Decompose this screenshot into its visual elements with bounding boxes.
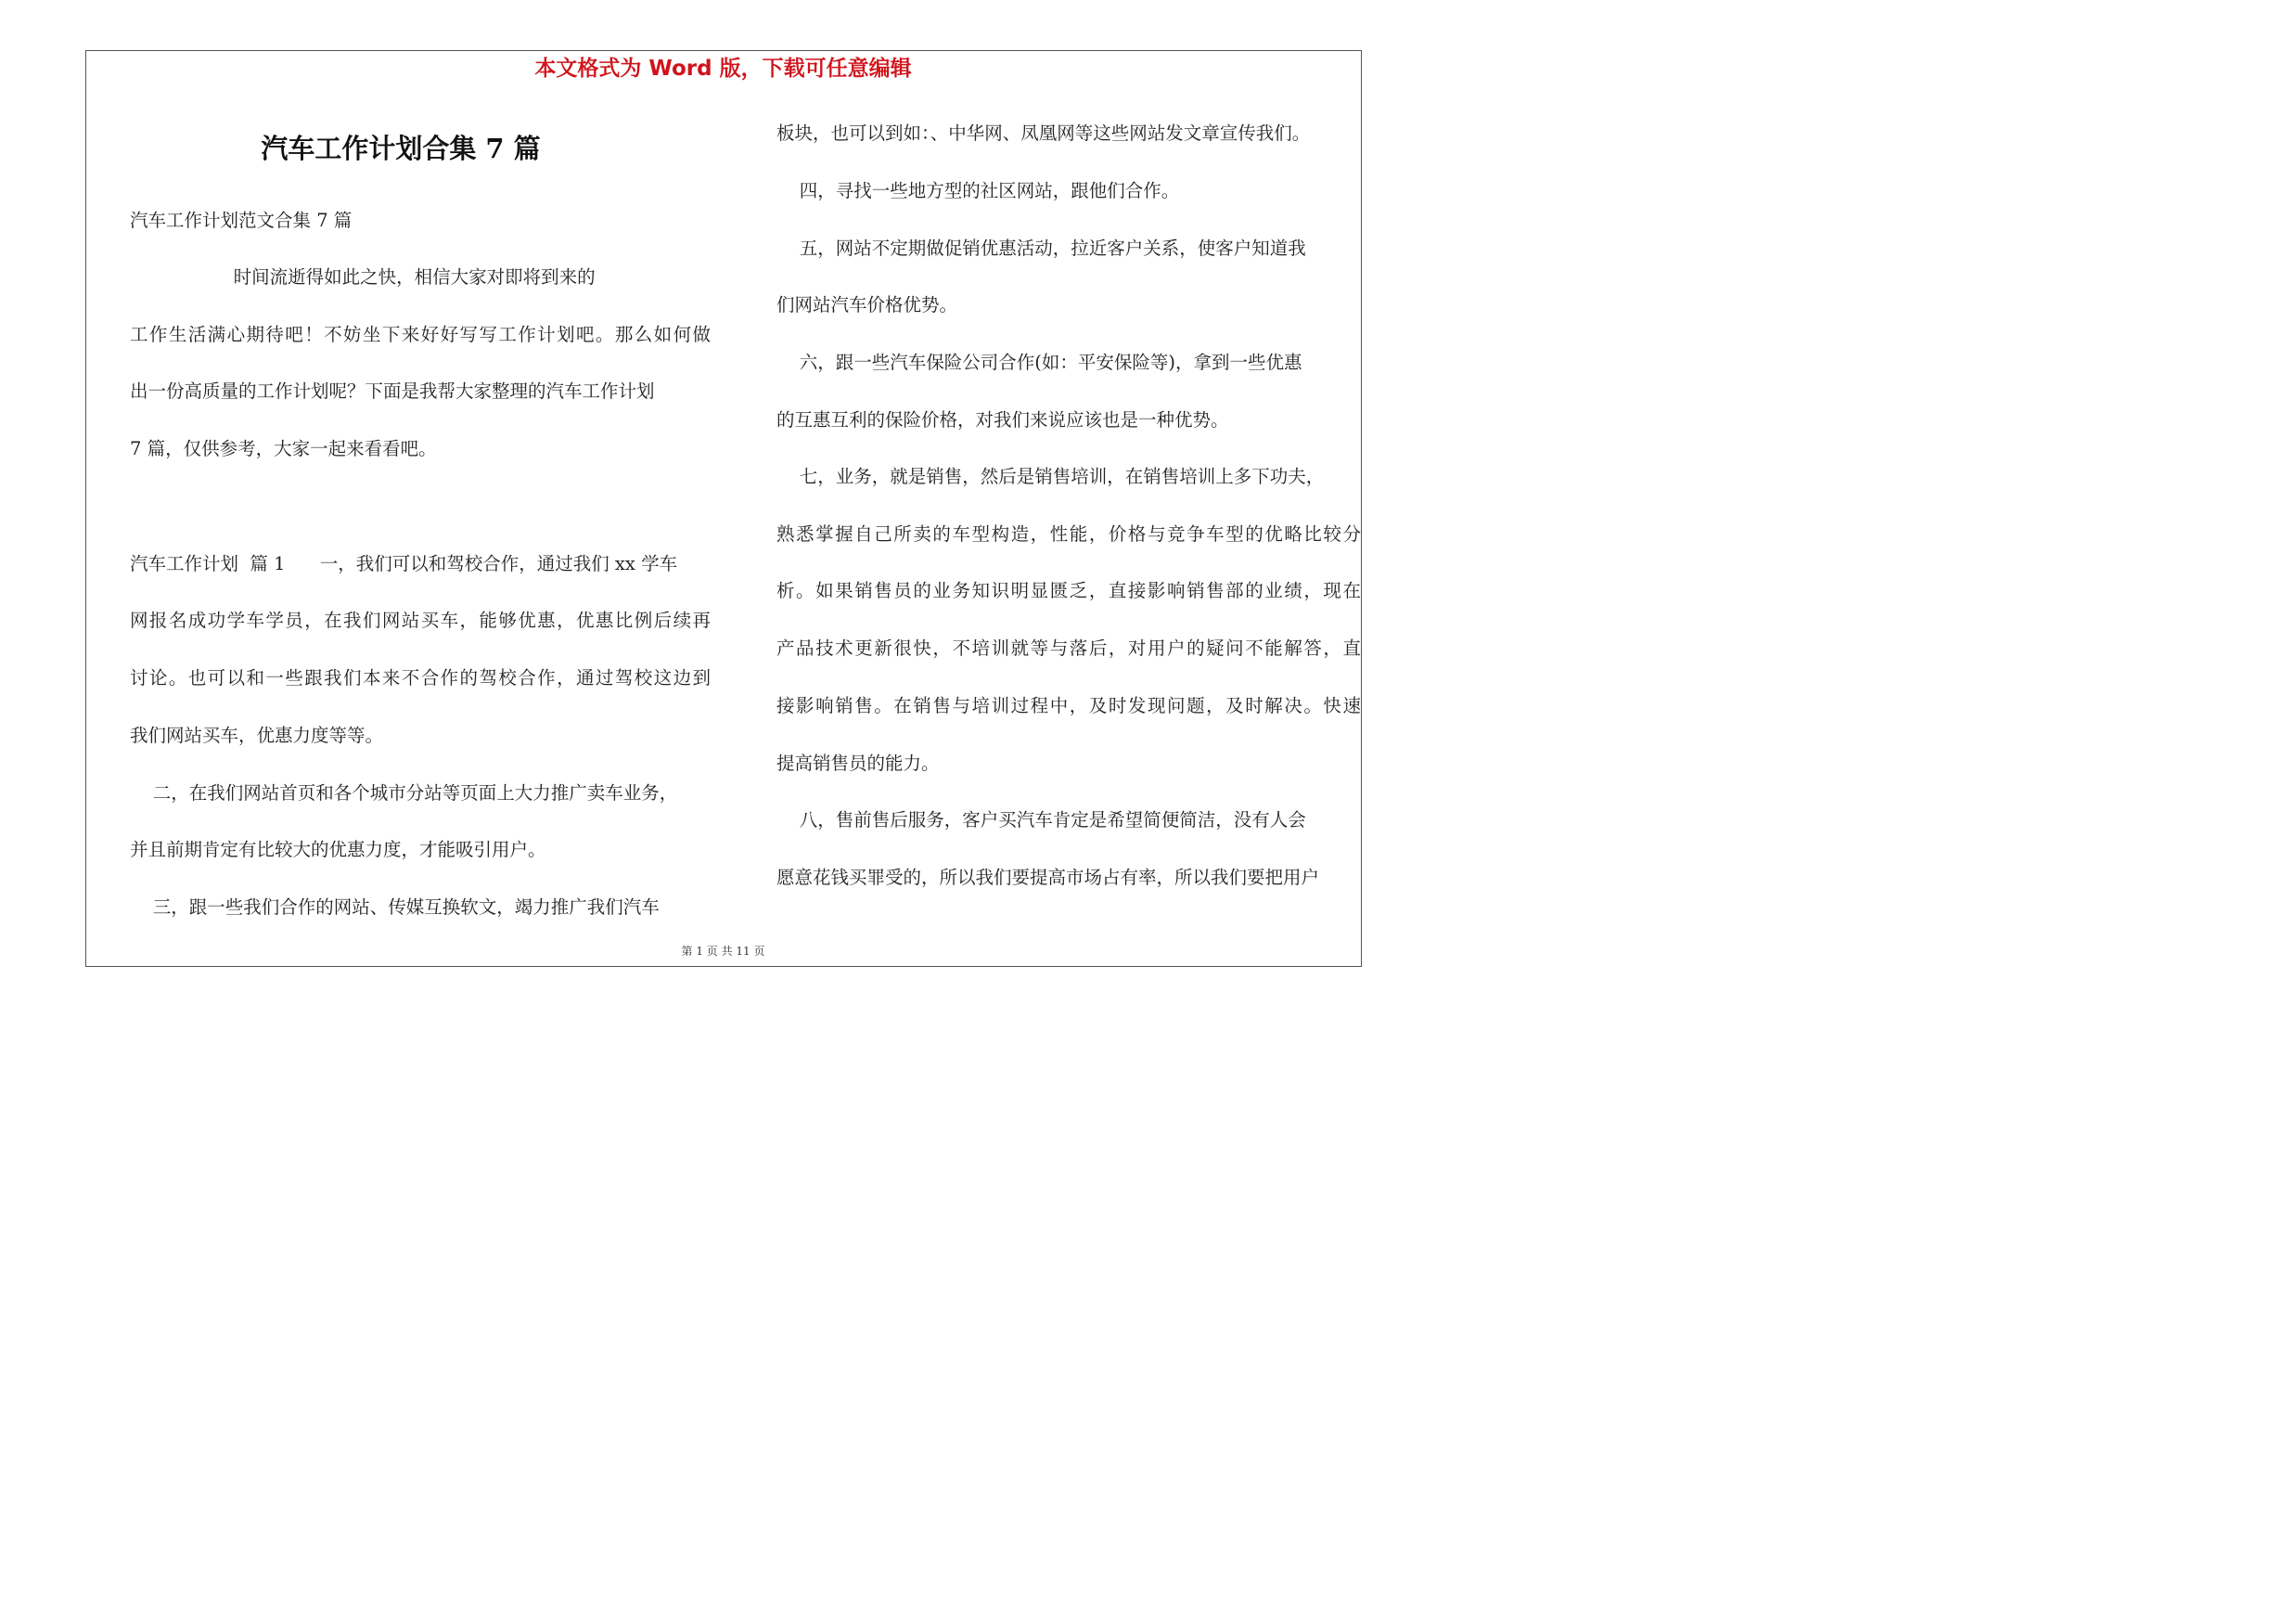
- text-line: 网报名成功学车学员，在我们网站买车，能够优惠，优惠比例后续再: [130, 610, 711, 631]
- text-line: 熟悉掌握自己所卖的车型构造，性能，价格与竞争车型的优略比较分: [776, 523, 1361, 545]
- text-line: 工作生活满心期待吧！不妨坐下来好好写写工作计划吧。那么如何做: [130, 324, 711, 345]
- text-line: 时间流逝得如此之快，相信大家对即将到来的: [130, 266, 596, 288]
- page-number: 第 1 页 共 11 页: [681, 945, 765, 958]
- text-line: 三，跟一些我们合作的网站、传媒互换软文，竭力推广我们汽车: [130, 896, 660, 918]
- text-line: 愿意花钱买罪受的，所以我们要提高市场占有率，所以我们要把用户: [776, 867, 1320, 888]
- text-line: 接影响销售。在销售与培训过程中，及时发现问题，及时解决。快速: [776, 695, 1361, 716]
- text-line: 并且前期肯定有比较大的优惠力度，才能吸引用户。: [130, 839, 546, 860]
- text-line: 汽车工作计划范文合集 7 篇: [130, 210, 353, 231]
- text-line: 7 篇，仅供参考，大家一起来看看吧。: [130, 438, 437, 459]
- text-line: 析。如果销售员的业务知识明显匮乏，直接影响销售部的业绩，现在: [776, 580, 1361, 601]
- text-line: 板块，也可以到如：、中华网、凤凰网等这些网站发文章宣传我们。: [776, 122, 1311, 144]
- text-line: 八，售前售后服务，客户买汽车肯定是希望简便简洁，没有人会: [776, 809, 1306, 831]
- text-line: 讨论。也可以和一些跟我们本来不合作的驾校合作，通过驾校这边到: [130, 667, 711, 689]
- text-line: 出一份高质量的工作计划呢？下面是我帮大家整理的汽车工作计划: [130, 380, 655, 402]
- text-line: 二，在我们网站首页和各个城市分站等页面上大力推广卖车业务，: [130, 782, 678, 804]
- text-line: 四，寻找一些地方型的社区网站，跟他们合作。: [776, 180, 1180, 201]
- text-line: 五，网站不定期做促销优惠活动，拉近客户关系，使客户知道我: [776, 238, 1306, 259]
- format-banner: 本文格式为 Word 版，下载可任意编辑: [534, 57, 912, 81]
- text-line: 的互惠互利的保险价格，对我们来说应该也是一种优势。: [776, 409, 1229, 431]
- text-line: 们网站汽车价格优势。: [776, 294, 958, 316]
- text-line: 提高销售员的能力。: [776, 753, 940, 774]
- text-line: 七，业务，就是销售，然后是销售培训，在销售培训上多下功夫，: [776, 466, 1325, 487]
- document-title: 汽车工作计划合集 7 篇: [261, 133, 541, 164]
- text-line: 我们网站买车，优惠力度等等。: [130, 725, 384, 746]
- text-line: 产品技术更新很快，不培训就等与落后，对用户的疑问不能解答，直: [776, 638, 1361, 659]
- text-line: 六，跟一些汽车保险公司合作(如：平安保险等)，拿到一些优惠: [776, 352, 1302, 373]
- text-line: 汽车工作计划 篇 1 一，我们可以和驾校合作，通过我们 xx 学车: [130, 553, 678, 574]
